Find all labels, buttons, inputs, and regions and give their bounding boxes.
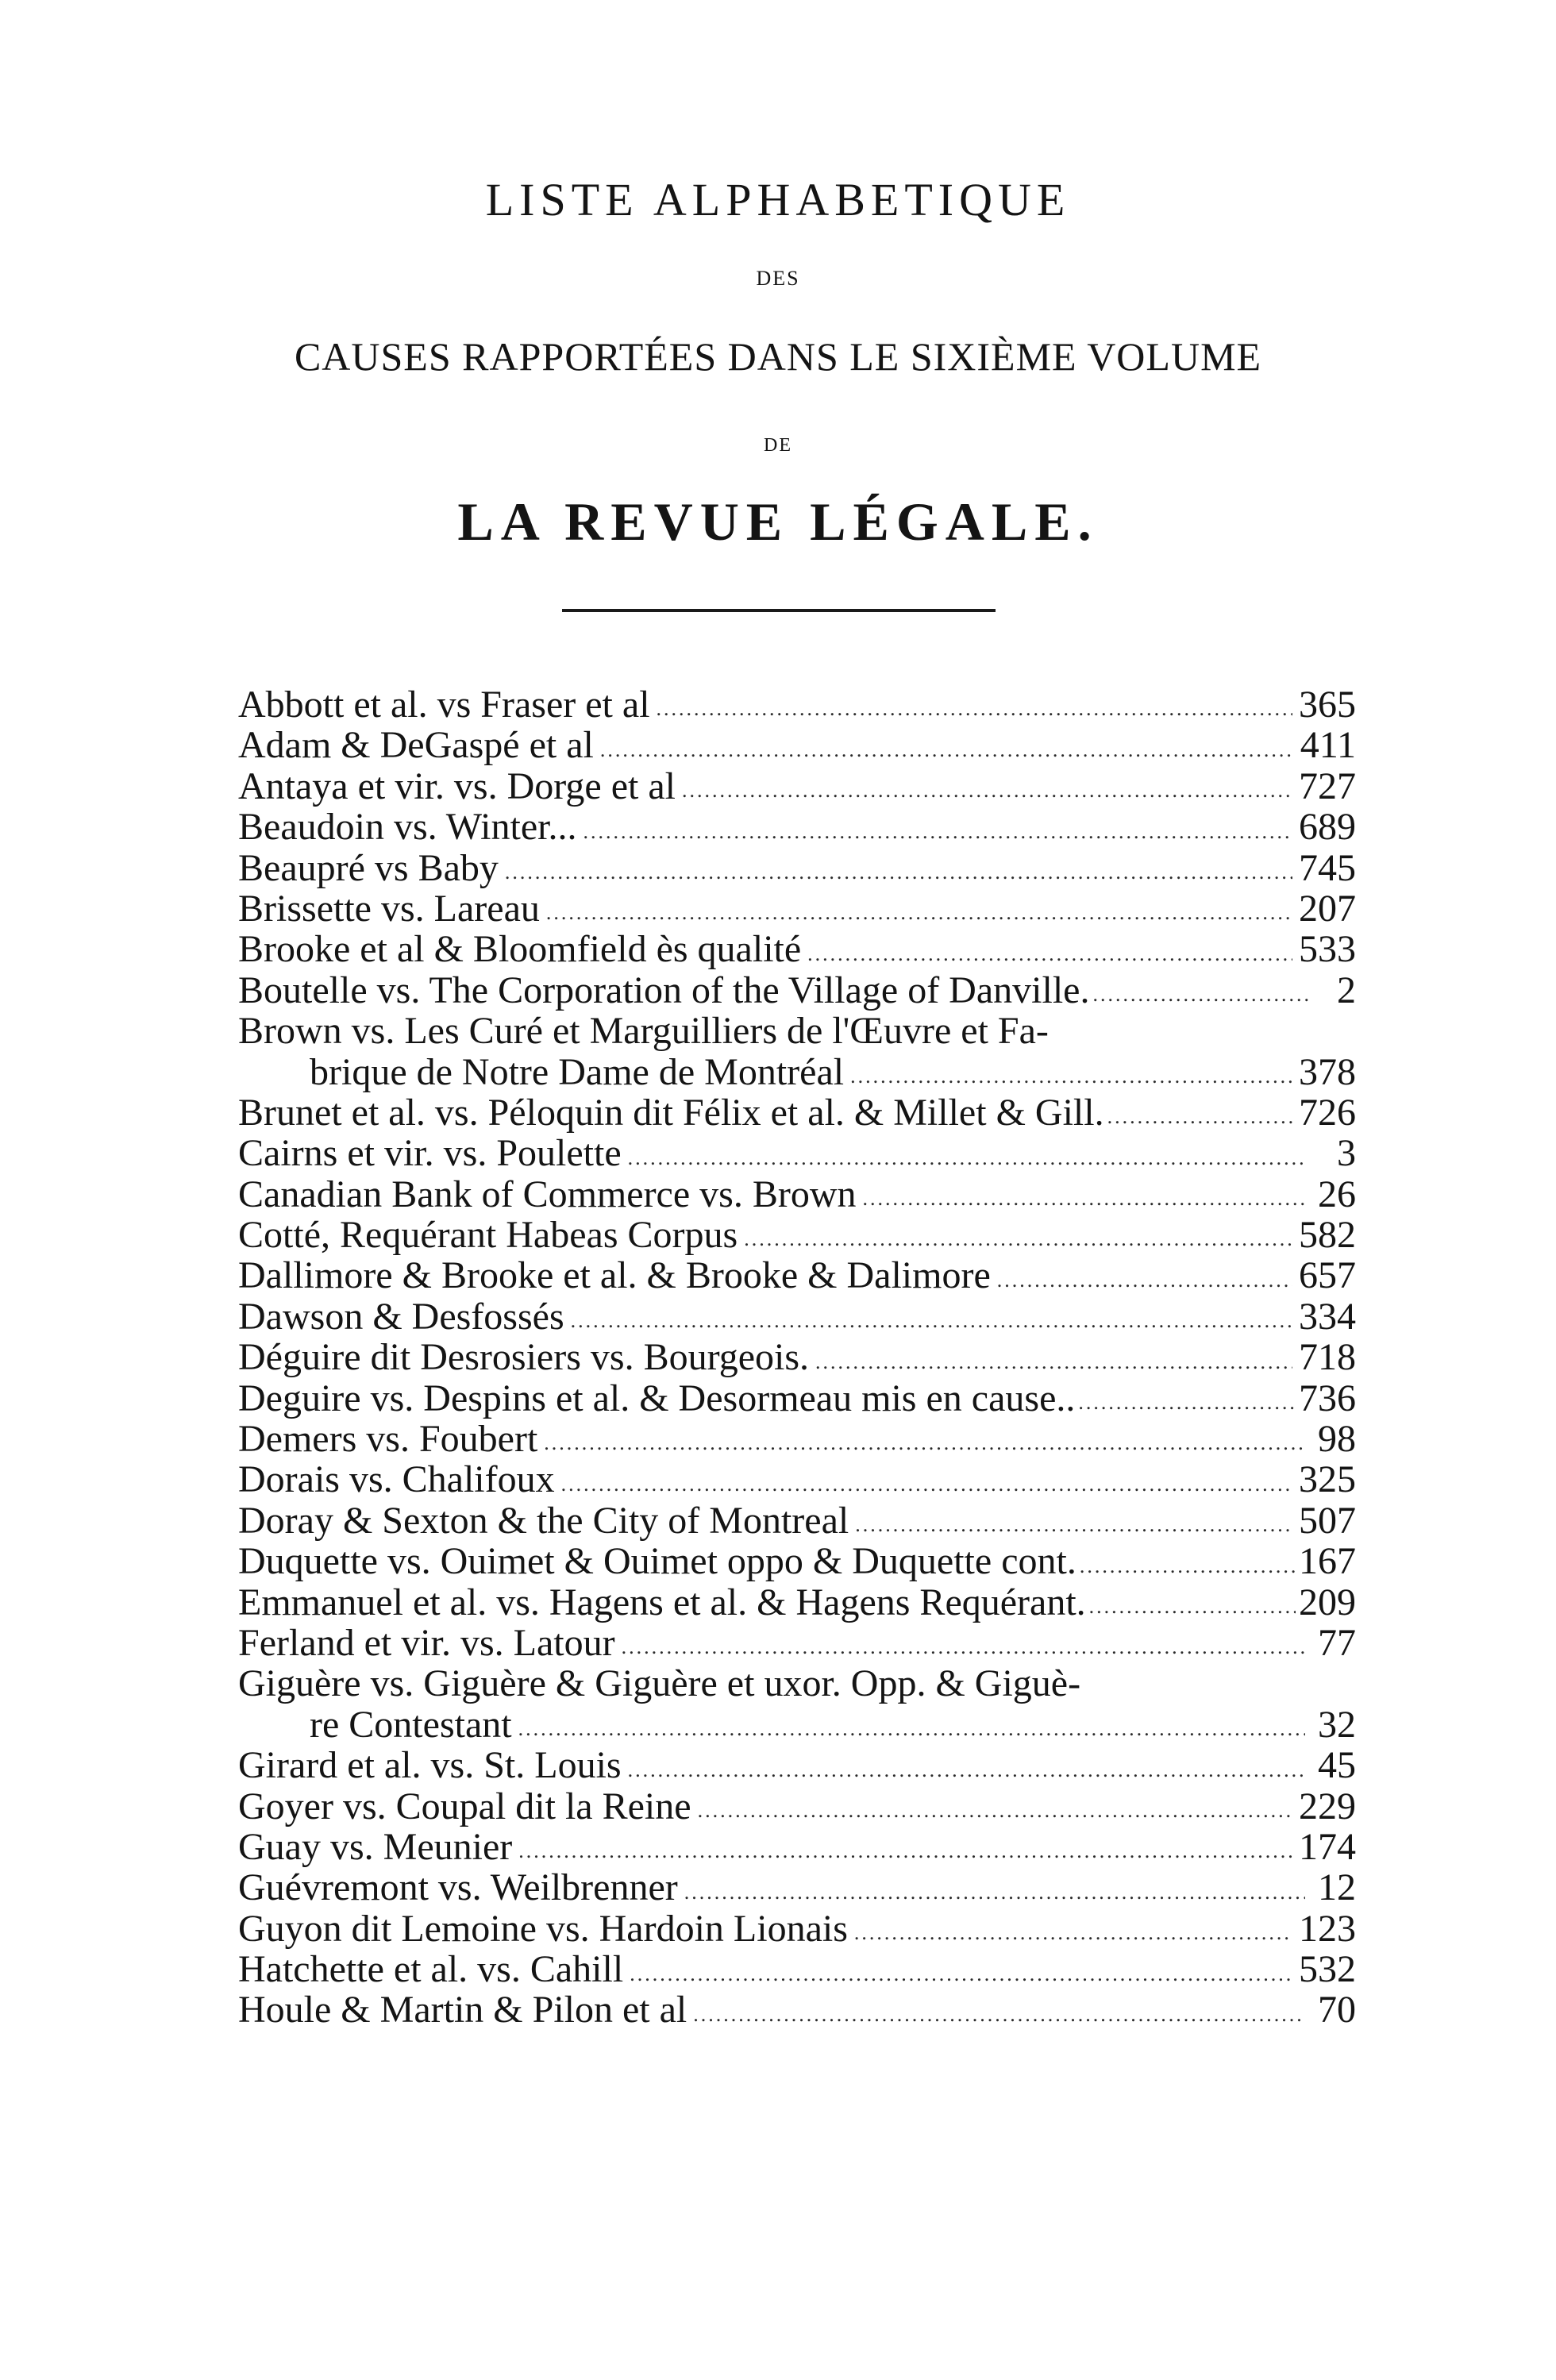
page-number: 726 bbox=[1299, 1091, 1356, 1134]
page-number: 582 bbox=[1299, 1214, 1356, 1257]
page-number: 32 bbox=[1318, 1703, 1356, 1746]
page-number: 745 bbox=[1299, 846, 1356, 889]
case-name: Adam & DeGaspé et al bbox=[238, 724, 594, 767]
page-number: 657 bbox=[1299, 1254, 1356, 1297]
case-name-first-line: Brown vs. Les Curé et Marguilliers de l'Œuvre et Fa- bbox=[238, 1010, 1049, 1053]
dot-leader bbox=[855, 1509, 1292, 1541]
case-name: Ferland et vir. vs. Latour bbox=[238, 1621, 615, 1664]
case-name: Girard et al. vs. St. Louis bbox=[238, 1744, 622, 1787]
page-number: 209 bbox=[1299, 1581, 1356, 1623]
heading-liste-alphabetique: LISTE ALPHABETIQUE bbox=[485, 174, 1071, 225]
list-item bbox=[238, 848, 1356, 888]
page-number: 334 bbox=[1299, 1295, 1356, 1338]
list-item bbox=[238, 766, 1356, 807]
case-name: Antaya et vir. vs. Dorge et al bbox=[238, 764, 676, 807]
page-number: 2 bbox=[1337, 969, 1356, 1011]
case-name: Boutelle vs. The Corporation of the Village of Danville. bbox=[238, 969, 1090, 1011]
list-item bbox=[238, 1133, 1356, 1173]
list-item bbox=[238, 1541, 1356, 1581]
case-name: Doray & Sexton & the City of Montreal bbox=[238, 1499, 849, 1542]
page-number: 207 bbox=[1299, 887, 1356, 930]
case-name: Guyon dit Lemoine vs. Hardoin Lionais bbox=[238, 1907, 848, 1950]
dot-leader bbox=[684, 1877, 1305, 1908]
page-number: 689 bbox=[1299, 806, 1356, 849]
dot-leader bbox=[815, 1346, 1292, 1378]
page-number: 12 bbox=[1318, 1866, 1356, 1909]
case-name: Cairns et vir. vs. Poulette bbox=[238, 1132, 622, 1175]
case-name: Deguire vs. Despins et al. & Desormeau mis en cause.. bbox=[238, 1377, 1076, 1419]
dot-leader bbox=[854, 1917, 1292, 1949]
dot-leader bbox=[863, 1183, 1306, 1215]
case-name: Guay vs. Meunier bbox=[238, 1825, 513, 1868]
list-item bbox=[238, 1296, 1356, 1337]
dot-leader bbox=[693, 1999, 1305, 2031]
case-name-continuation: re Contestant bbox=[310, 1703, 512, 1746]
dot-leader bbox=[518, 1713, 1305, 1745]
list-item bbox=[238, 888, 1356, 929]
page-number: 45 bbox=[1318, 1744, 1356, 1787]
dot-leader bbox=[744, 1223, 1292, 1255]
list-item bbox=[238, 1582, 1356, 1623]
case-name: Hatchette et al. vs. Cahill bbox=[238, 1948, 624, 1991]
list-item bbox=[238, 1337, 1356, 1377]
page-number: 98 bbox=[1318, 1418, 1356, 1461]
page-number: 229 bbox=[1299, 1785, 1356, 1827]
dot-leader bbox=[698, 1795, 1292, 1827]
dot-leader bbox=[1078, 1387, 1296, 1419]
page-number: 718 bbox=[1299, 1336, 1356, 1379]
case-name: Houle & Martin & Pilon et al bbox=[238, 1989, 687, 2031]
list-item bbox=[238, 1500, 1356, 1541]
case-name: Duquette vs. Ouimet & Ouimet oppo & Duquette cont. bbox=[238, 1540, 1076, 1583]
heading-des: DES bbox=[756, 267, 800, 290]
dot-leader bbox=[518, 1835, 1292, 1867]
page-number: 3 bbox=[1337, 1132, 1356, 1175]
dot-leader bbox=[544, 1427, 1305, 1459]
dot-leader bbox=[628, 1142, 1305, 1174]
list-item bbox=[238, 1908, 1356, 1949]
list-item bbox=[238, 1378, 1356, 1419]
dot-leader bbox=[622, 1631, 1305, 1663]
page-number: 123 bbox=[1299, 1907, 1356, 1950]
case-name: Dallimore & Brooke et al. & Brooke & Dalimore bbox=[238, 1254, 991, 1297]
list-item bbox=[238, 1623, 1356, 1663]
dot-leader bbox=[850, 1061, 1292, 1092]
case-name-continuation: brique de Notre Dame de Montréal bbox=[310, 1050, 845, 1093]
case-name: Canadian Bank of Commerce vs. Brown bbox=[238, 1173, 857, 1215]
case-name: Dorais vs. Chalifoux bbox=[238, 1458, 555, 1501]
case-index-list bbox=[238, 684, 1356, 2031]
dot-leader bbox=[997, 1265, 1292, 1296]
list-item bbox=[238, 807, 1356, 847]
page-number: 727 bbox=[1299, 764, 1356, 807]
list-item bbox=[238, 1255, 1356, 1296]
dot-leader bbox=[1080, 1550, 1296, 1582]
heading-la-revue-legale: LA REVUE LÉGALE. bbox=[457, 491, 1099, 552]
dot-leader bbox=[571, 1305, 1292, 1337]
page-number: 411 bbox=[1300, 724, 1356, 767]
list-item bbox=[238, 1419, 1356, 1459]
list-item bbox=[238, 1092, 1356, 1133]
dot-leader bbox=[505, 857, 1292, 888]
heading-de: DE bbox=[764, 435, 792, 456]
list-item bbox=[238, 1174, 1356, 1215]
dot-leader bbox=[561, 1469, 1292, 1500]
list-item bbox=[238, 1990, 1356, 2031]
dot-leader bbox=[600, 734, 1294, 766]
list-item bbox=[238, 1459, 1356, 1500]
dot-leader bbox=[682, 775, 1292, 807]
case-name: Brunet et al. vs. Péloquin dit Félix et al. & Millet & Gill. bbox=[238, 1091, 1104, 1134]
dot-leader bbox=[657, 693, 1292, 725]
case-name: Beaupré vs Baby bbox=[238, 846, 499, 889]
case-name: Brooke et al & Bloomfield ès qualité bbox=[238, 928, 802, 971]
dot-leader bbox=[1089, 1591, 1296, 1623]
list-item bbox=[238, 1704, 1356, 1745]
case-name: Abbott et al. vs Fraser et al bbox=[238, 683, 650, 726]
case-name: Beaudoin vs. Winter... bbox=[238, 806, 577, 849]
page-number: 532 bbox=[1299, 1948, 1356, 1991]
page-number: 325 bbox=[1299, 1458, 1356, 1501]
dot-leader bbox=[1107, 1101, 1296, 1133]
list-item bbox=[238, 970, 1356, 1011]
case-name: Déguire dit Desrosiers vs. Bourgeois. bbox=[238, 1336, 810, 1379]
list-item bbox=[238, 1745, 1356, 1785]
list-item bbox=[238, 725, 1356, 765]
list-item bbox=[238, 1949, 1356, 1989]
case-name: Demers vs. Foubert bbox=[238, 1418, 538, 1461]
page-number: 533 bbox=[1299, 928, 1356, 971]
page-number: 507 bbox=[1299, 1499, 1356, 1542]
page-number: 378 bbox=[1299, 1050, 1356, 1093]
list-item bbox=[238, 684, 1356, 725]
case-name: Guévremont vs. Weilbrenner bbox=[238, 1866, 678, 1909]
dot-leader bbox=[583, 816, 1292, 848]
heading-causes-rapportees: CAUSES RAPPORTÉES DANS LE SIXIÈME VOLUME bbox=[294, 334, 1262, 379]
page-number: 736 bbox=[1299, 1377, 1356, 1419]
page-number: 174 bbox=[1299, 1825, 1356, 1868]
list-item bbox=[238, 1786, 1356, 1827]
dot-leader bbox=[546, 897, 1292, 929]
list-item bbox=[238, 1052, 1356, 1092]
list-item bbox=[238, 1827, 1356, 1867]
case-name: Goyer vs. Coupal dit la Reine bbox=[238, 1785, 691, 1827]
dot-leader bbox=[628, 1754, 1305, 1786]
case-name-first-line: Giguère vs. Giguère & Giguère et uxor. Opp. & Giguè- bbox=[238, 1662, 1081, 1705]
page-number: 167 bbox=[1299, 1540, 1356, 1583]
case-name: Dawson & Desfossés bbox=[238, 1295, 564, 1338]
header-divider-rule bbox=[562, 609, 996, 612]
page-number: 365 bbox=[1299, 683, 1356, 726]
case-name: Brissette vs. Lareau bbox=[238, 887, 540, 930]
list-item bbox=[238, 1215, 1356, 1255]
list-item bbox=[238, 1867, 1356, 1908]
dot-leader bbox=[1092, 979, 1308, 1011]
page-number: 70 bbox=[1318, 1989, 1356, 2031]
list-item bbox=[238, 929, 1356, 969]
case-name: Cotté, Requérant Habeas Corpus bbox=[238, 1214, 738, 1257]
dot-leader bbox=[807, 938, 1292, 970]
page-number: 77 bbox=[1318, 1621, 1356, 1664]
case-name: Emmanuel et al. vs. Hagens et al. & Hagens Requérant. bbox=[238, 1581, 1086, 1623]
page-number: 26 bbox=[1318, 1173, 1356, 1215]
dot-leader bbox=[630, 1958, 1292, 1990]
